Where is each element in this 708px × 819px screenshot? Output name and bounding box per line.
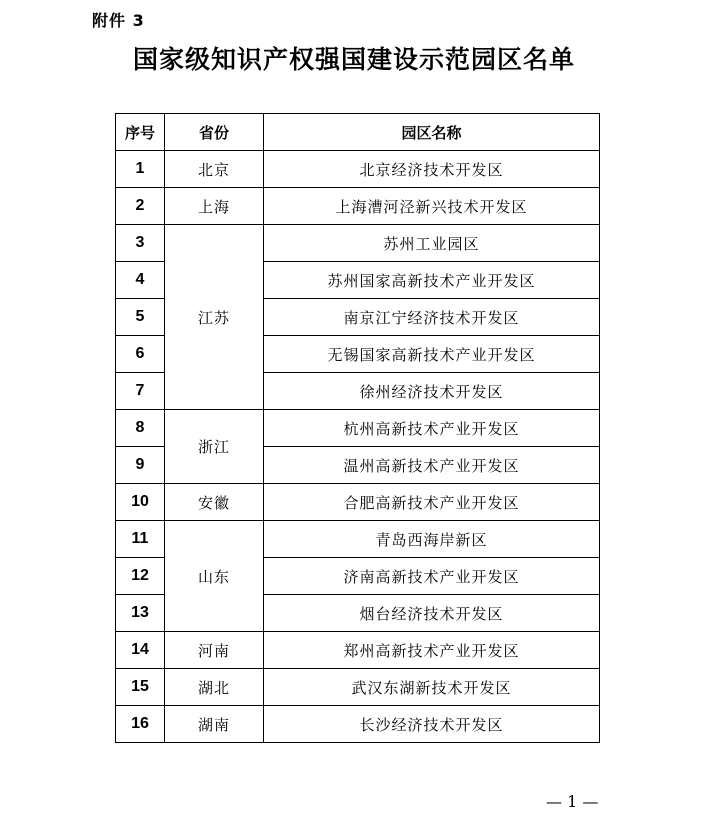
province-cell: 江苏 — [165, 225, 264, 410]
column-header-number: 序号 — [116, 114, 165, 151]
table-header-row — [116, 114, 600, 151]
park-name-cell: 长沙经济技术开发区 — [264, 706, 600, 743]
page-number: — 1 — — [546, 792, 599, 811]
table-body — [116, 151, 600, 743]
table-row — [116, 410, 600, 447]
province-cell: 河南 — [165, 632, 264, 669]
province-cell: 上海 — [165, 188, 264, 225]
row-number: 7 — [116, 373, 165, 410]
table-row — [116, 151, 600, 188]
park-name-cell: 上海漕河泾新兴技术开发区 — [264, 188, 600, 225]
table-row — [116, 188, 600, 225]
province-cell: 安徽 — [165, 484, 264, 521]
table-row — [116, 225, 600, 262]
park-name-cell: 苏州工业园区 — [264, 225, 600, 262]
province-cell: 浙江 — [165, 410, 264, 484]
park-name-cell: 温州高新技术产业开发区 — [264, 447, 600, 484]
row-number: 15 — [116, 669, 165, 706]
park-name-cell: 无锡国家高新技术产业开发区 — [264, 336, 600, 373]
table-row — [116, 669, 600, 706]
park-name-cell: 南京江宁经济技术开发区 — [264, 299, 600, 336]
row-number: 2 — [116, 188, 165, 225]
row-number: 11 — [116, 521, 165, 558]
row-number: 16 — [116, 706, 165, 743]
table-row — [116, 706, 600, 743]
row-number: 10 — [116, 484, 165, 521]
province-cell: 山东 — [165, 521, 264, 632]
row-number: 8 — [116, 410, 165, 447]
province-cell: 北京 — [165, 151, 264, 188]
park-name-cell: 北京经济技术开发区 — [264, 151, 600, 188]
column-header-province: 省份 — [165, 114, 264, 151]
park-list-table — [115, 113, 600, 743]
row-number: 12 — [116, 558, 165, 595]
row-number: 3 — [116, 225, 165, 262]
park-name-cell: 武汉东湖新技术开发区 — [264, 669, 600, 706]
row-number: 9 — [116, 447, 165, 484]
row-number: 4 — [116, 262, 165, 299]
row-number: 13 — [116, 595, 165, 632]
park-name-cell: 济南高新技术产业开发区 — [264, 558, 600, 595]
table-row — [116, 521, 600, 558]
attachment-label: 附件 3 — [92, 11, 145, 30]
park-name-cell: 郑州高新技术产业开发区 — [264, 632, 600, 669]
park-name-cell: 徐州经济技术开发区 — [264, 373, 600, 410]
park-name-cell: 杭州高新技术产业开发区 — [264, 410, 600, 447]
row-number: 5 — [116, 299, 165, 336]
province-cell: 湖南 — [165, 706, 264, 743]
park-name-cell: 青岛西海岸新区 — [264, 521, 600, 558]
park-name-cell: 合肥高新技术产业开发区 — [264, 484, 600, 521]
document-title: 国家级知识产权强国建设示范园区名单 — [132, 45, 575, 74]
column-header-park-name: 园区名称 — [264, 114, 600, 151]
row-number: 14 — [116, 632, 165, 669]
row-number: 6 — [116, 336, 165, 373]
park-name-cell: 烟台经济技术开发区 — [264, 595, 600, 632]
row-number: 1 — [116, 151, 165, 188]
table-row — [116, 484, 600, 521]
table-row — [116, 632, 600, 669]
park-name-cell: 苏州国家高新技术产业开发区 — [264, 262, 600, 299]
province-cell: 湖北 — [165, 669, 264, 706]
